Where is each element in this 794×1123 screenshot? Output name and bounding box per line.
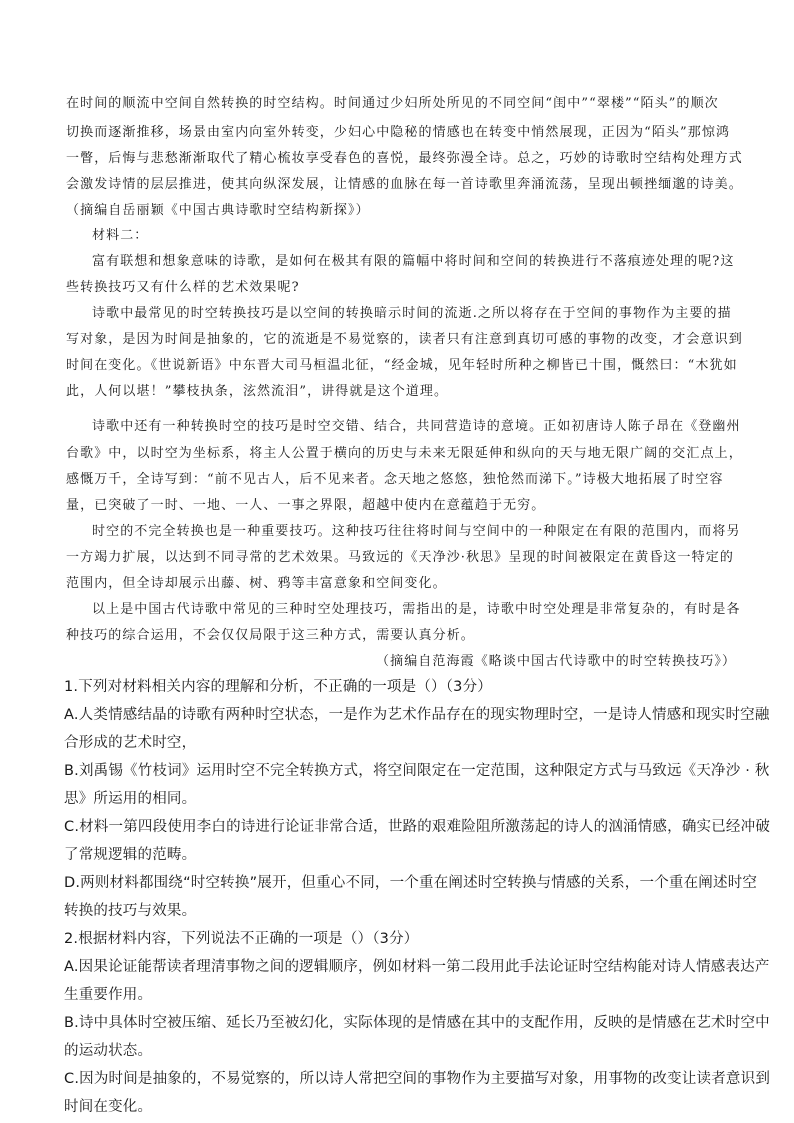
- material2-line: 富有联想和想象意味的诗歌，是如何在极其有限的篇幅中将时间和空间的转换进行不落痕迹处理的呢?这: [92, 254, 735, 269]
- material2-line: 种技巧的综合运用，不会仅仅局限于这三种方式，需要认真分析。: [66, 628, 475, 643]
- material2-line: 写对象，是因为时间是抽象的，它的流逝是不易觉察的，读者只有注意到真切可感的事物的改变，才会意识到: [66, 332, 743, 347]
- question-option-line: D.两则材料都围绕“时空转换”展开，但重心不同，一个重在阐述时空转换与情感的关系，一个重在阐述时空: [64, 875, 758, 891]
- material2-line: 一方竭力扩展，以达到不同寻常的艺术效果。马致远的《天净沙·秋思》呈现的时间被限定在黄昏这一特定的: [66, 550, 734, 565]
- passage1-line: 切换而逐渐推移，场景由室内向室外转变，少妇心中隐秘的情感也在转变中悄然展现，正因为“陌头”那惊鸿: [66, 125, 731, 140]
- material2-line: 些转换技巧又有什么样的艺术效果呢?: [66, 280, 300, 295]
- question-option-line: 生重要作用。: [64, 987, 153, 1003]
- material2-line: 时空的不完全转换也是一种重要技巧。这种技巧往往将时间与空间中的一种限定在有限的范围内，而将另: [92, 524, 741, 539]
- question-option-line: 了常规逻辑的范畴。: [64, 847, 197, 863]
- passage1-line: 一瞥，后悔与悲愁渐渐取代了精心梳妆享受春色的喜悦，最终弥漫全诗。总之，巧妙的诗歌时空结构处理方式: [66, 151, 743, 166]
- question-1-stem: 1.下列对材料相关内容的理解和分析，不正确的一项是（）（3分）: [64, 679, 493, 695]
- material2-line: 以上是中国古代诗歌中常见的三种时空处理技巧，需指出的是，诗歌中时空处理是非常复杂的，有时是各: [92, 602, 741, 617]
- material2-line: 台歌》中，以时空为坐标系，将主人公置于横向的历史与未来无限延伸和纵向的天与地无限广阔的交汇点上，: [66, 446, 743, 461]
- material2-line: 此，人何以堪！”攀枝执条，泫然流泪”，讲得就是这个道理。: [66, 384, 449, 399]
- question-option-line: 转换的技巧与效果。: [64, 903, 197, 919]
- material2-line: 诗歌中最常见的时空转换技巧是以空间的转换暗示时间的流逝.之所以将存在于空间的事物作为主要的描: [92, 306, 732, 321]
- question-2-stem: 2.根据材料内容，下列说法不正确的一项是（）（3分）: [64, 931, 419, 947]
- material2-heading: 材料二：: [92, 228, 149, 243]
- question-option-line: B.刘禹锡《竹枝词》运用时空不完全转换方式，将空间限定在一定范围，这种限定方式与马致远《天净沙 · 秋: [64, 763, 770, 779]
- material2-line: 感慨万千，全诗写到：“前不见古人，后不见来者。念天地之悠悠，独怆然而涕下。”诗极大地拓展了时空容: [66, 472, 724, 487]
- question-option-line: C.因为时间是抽象的，不易觉察的，所以诗人常把空间的事物作为主要描写对象，用事物的改变让读者意识到: [64, 1071, 771, 1087]
- question-option-line: 时间在变化。: [64, 1099, 153, 1115]
- source-citation-1: （摘编自岳丽颖《中国古典诗歌时空结构新探》）: [66, 203, 370, 218]
- material2-line: 时间在变化。《世说新语》中东晋大司马桓温北征，“经金城，见年轻时所种之柳皆已十围，慨然曰：“木犹如: [66, 358, 738, 373]
- question-option-line: 思》所运用的相同。: [64, 791, 197, 807]
- passage1-line: 会激发诗情的层层推进，使其向纵深发展，让情感的血脉在每一首诗歌里奔涌流荡，呈现出顿挫缅邈的诗美。: [66, 177, 743, 192]
- material2-line: 范围内，但全诗却展示出藤、树、鸦等丰富意象和空间变化。: [66, 576, 447, 591]
- question-option-line: B.诗中具体时空被压缩、延长乃至被幻化，实际体现的是情感在其中的支配作用，反映的是情感在艺术时空中: [64, 1015, 770, 1031]
- question-option-line: C.材料一第四段使用李白的诗进行论证非常合适，世路的艰难险阻所激荡起的诗人的汹涌情感，确实已经冲破: [64, 819, 771, 835]
- question-option-line: A.因果论证能帮读者理清事物之间的逻辑顺序，例如材料一第二段用此手法论证时空结构能对诗人情感表达产: [64, 959, 770, 975]
- question-option-line: 的运动状态。: [64, 1043, 153, 1059]
- question-option-line: A.人类情感结晶的诗歌有两种时空状态，一是作为艺术作品存在的现实物理时空，一是诗人情感和现实时空融: [64, 707, 770, 723]
- material2-line: 量，已突破了一时、一地、一人、一事之界限，超越中使内在意蕴趋于无穷。: [66, 498, 546, 513]
- passage1-line: 在时间的顺流中空间自然转换的时空结构。时间通过少妇所处所见的不同空间“闺中”“翠楼”“陌头”的顺次: [66, 96, 719, 111]
- material2-line: 诗歌中还有一种转换时空的技巧是时空交错、结合，共同营造诗的意境。正如初唐诗人陈子昂在《登幽州: [92, 419, 741, 434]
- source-citation-2: （摘编自范海霞《略谈中国古代诗歌中的时空转换技巧》）: [376, 654, 737, 669]
- question-option-line: 合形成的艺术时空，: [64, 735, 197, 751]
